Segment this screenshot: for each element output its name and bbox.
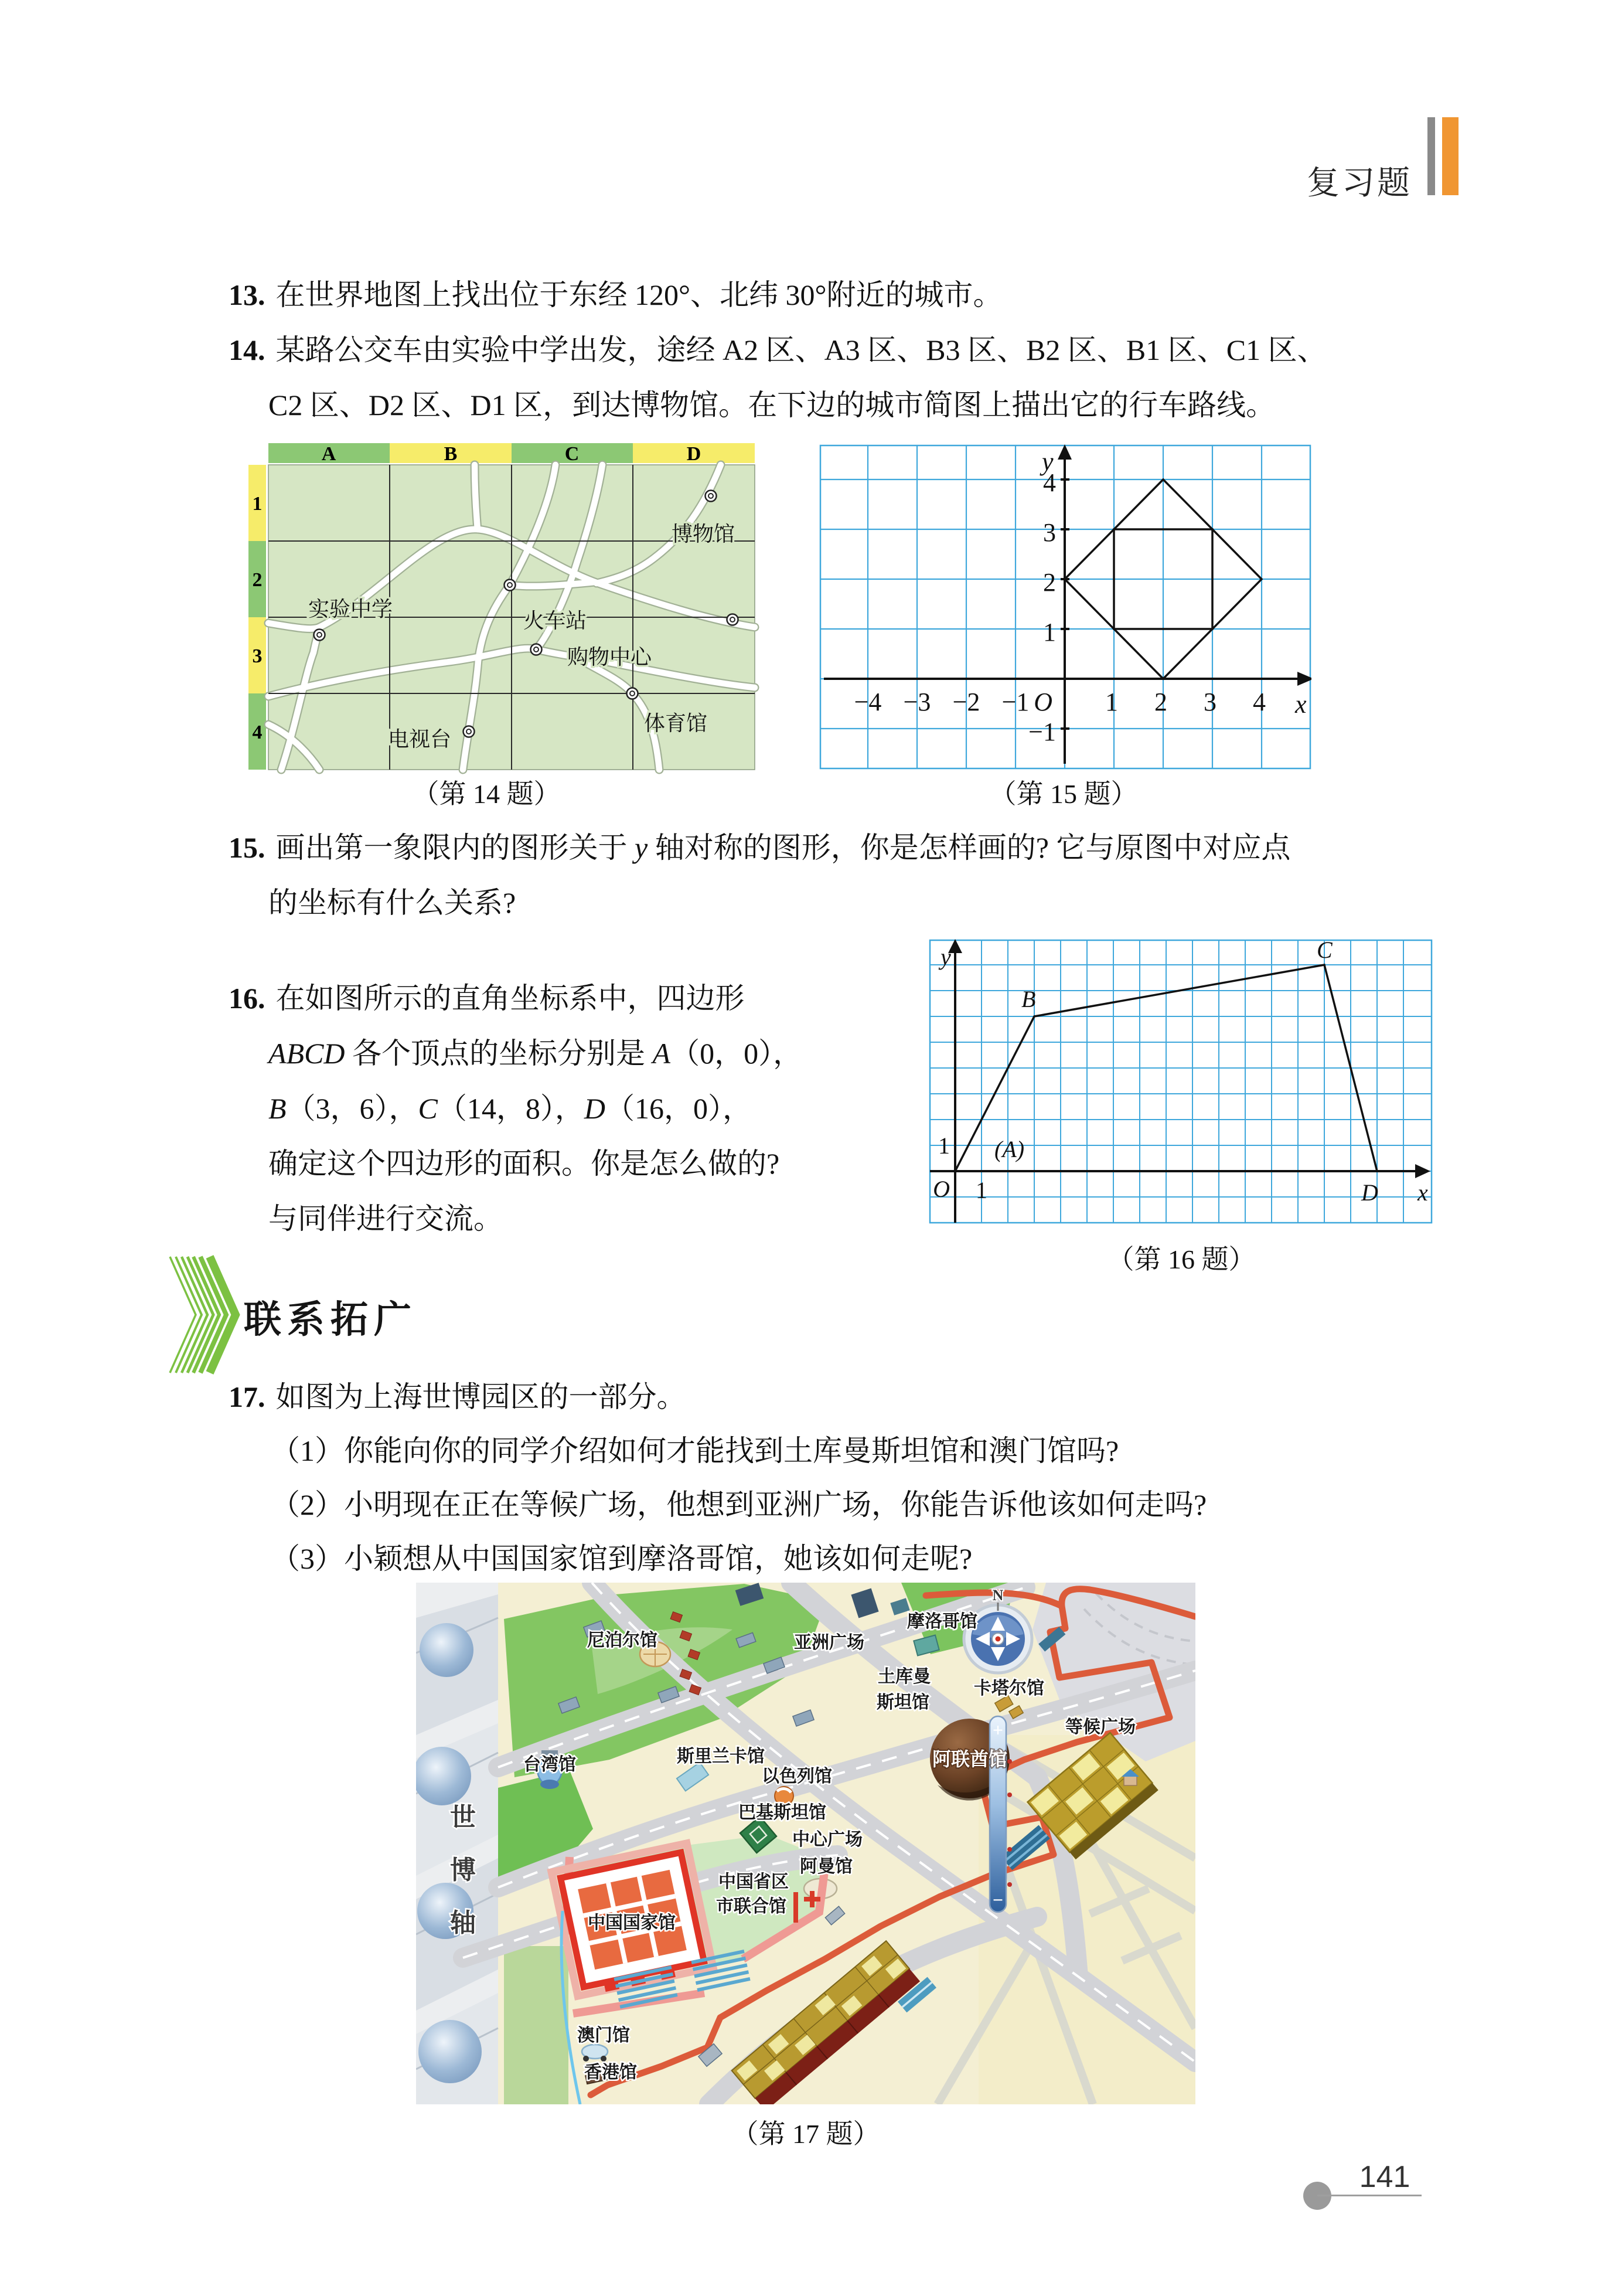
y-axis-label: y [1042, 447, 1054, 476]
expo-axis-char-2: 博 [450, 1856, 476, 1885]
problem-16-line3 [268, 1090, 752, 1127]
vertex-C-label: C [1317, 939, 1333, 963]
problem-15-number: 15. [229, 831, 265, 864]
row-label-4: 4 [252, 722, 263, 743]
uae-label: 阿联酋馆 [932, 1749, 1008, 1770]
problem-15-line1 [229, 829, 1290, 866]
problem-16-number: 16. [229, 982, 265, 1015]
china-provinces-label-1: 中国省区 [718, 1872, 789, 1892]
problem-14-line1 [229, 332, 1327, 369]
pakistan-label: 巴基斯坦馆 [738, 1803, 826, 1822]
school-marker [314, 630, 325, 641]
row-label-1: 1 [252, 493, 263, 515]
figure-17-expo-map [416, 1583, 1195, 2104]
problem-13-text: 在世界地图上找出位于东经 120°、北纬 30°附近的城市。 [275, 278, 1003, 311]
problem-15-text1c: 轴对称的图形，你是怎样画的? 它与原图中对应点 [648, 831, 1291, 864]
israel-label: 以色列馆 [762, 1767, 832, 1786]
problem-14-number: 14. [229, 334, 265, 366]
ytick-1: 1 [938, 1132, 950, 1159]
waiting-square-label: 等候广场 [1065, 1717, 1136, 1737]
figure-15-coordinate-grid [819, 444, 1311, 770]
problem-17-q3-text: （3）小颖想从中国国家馆到摩洛哥馆，她该如何走呢? [271, 1542, 973, 1575]
problem-16-text3d: （14，8）， [437, 1092, 584, 1125]
problem-16-line2 [268, 1035, 802, 1072]
problem-16-text1: 在如图所示的直角坐标系中，四边形 [275, 982, 745, 1015]
problem-17-q2-text: （2）小明现在正在等候广场，他想到亚洲广场，你能告诉他该如何走吗? [271, 1488, 1207, 1521]
nepal-label: 尼泊尔馆 [587, 1631, 657, 1650]
taiwan-label: 台湾馆 [523, 1755, 576, 1774]
ytick--1: −1 [1028, 717, 1056, 746]
tv-label: 电视台 [387, 727, 452, 751]
school-label: 实验中学 [308, 597, 393, 621]
problem-17-q1-text: （1）你能向你的同学介绍如何才能找到土库曼斯坦馆和澳门馆吗? [271, 1434, 1119, 1467]
problem-17-q1 [271, 1433, 1119, 1470]
turkmenistan-label-1: 土库曼 [878, 1667, 931, 1686]
problem-14-text1: 某路公交车由实验中学出发，途经 A2 区、A3 区、B3 区、B2 区、B1 区、C1 区、 [275, 334, 1327, 366]
figure-14-caption: （第 14 题） [412, 779, 561, 809]
tv-marker [464, 726, 475, 737]
ytick-2: 2 [1043, 568, 1056, 597]
extra-marker [727, 614, 738, 625]
col-label-D: D [686, 443, 701, 465]
footer-rule [1317, 2195, 1422, 2196]
museum-marker [706, 491, 717, 502]
museum-label: 博物馆 [671, 522, 735, 546]
oman-label: 阿曼馆 [800, 1857, 853, 1876]
problem-17-number: 17. [229, 1380, 265, 1413]
figure-15-caption: （第 15 题） [989, 779, 1138, 809]
problem-16-abcd: ABCD [268, 1037, 345, 1070]
gym-marker [627, 688, 638, 699]
problem-13 [229, 277, 1003, 314]
compass-north-label: N [992, 1587, 1004, 1604]
xtick-2: 2 [1154, 688, 1167, 716]
problem-16-text3b: （3，6）， [286, 1092, 418, 1125]
hongkong-label: 香港馆 [584, 2063, 637, 2082]
grid-border [930, 940, 1432, 1223]
row-label-2: 2 [252, 569, 263, 591]
xtick--3: −3 [903, 688, 931, 716]
problem-16-text3f: （16，0）， [605, 1092, 752, 1125]
qatar-label: 卡塔尔馆 [974, 1679, 1044, 1698]
mall-marker [531, 644, 542, 655]
xtick-1: 1 [976, 1177, 987, 1203]
problem-16-text5: 与同伴进行交流。 [268, 1202, 503, 1235]
figure-16-quadrilateral-grid [929, 939, 1434, 1232]
header-bar-orange [1442, 117, 1459, 195]
expo-axis-strip [416, 1583, 498, 2104]
axis-dome-4 [418, 2020, 482, 2083]
station-label: 火车站 [523, 609, 587, 632]
header-bar-gray [1427, 117, 1435, 195]
macau-building [582, 2045, 608, 2062]
section-title: 联系拓广 [244, 1298, 417, 1341]
xtick-3: 3 [1204, 688, 1216, 716]
figure-17-caption: （第 17 题） [731, 2119, 880, 2149]
zoom-out-icon: − [992, 1889, 1004, 1910]
central-square-label: 中心广场 [792, 1830, 863, 1849]
problem-16-text2d: （0，0）， [670, 1037, 803, 1070]
axis-dome-1 [420, 1623, 473, 1677]
x-axis-label: x [1417, 1179, 1428, 1206]
station-marker [505, 580, 516, 591]
zoom-in-icon: + [992, 1719, 1004, 1740]
y-axis-label: y [941, 944, 951, 970]
problem-14-line2 [268, 387, 1275, 424]
gym-label: 体育馆 [643, 712, 708, 735]
problem-13-number: 13. [229, 278, 265, 311]
problem-14-text2: C2 区、D2 区、D1 区，到达博物馆。在下边的城市简图上描出它的行车路线。 [268, 389, 1276, 421]
srilanka-label: 斯里兰卡馆 [677, 1747, 765, 1766]
figure-14-city-map [246, 438, 762, 802]
col-label-A: A [321, 443, 336, 465]
ytick-1: 1 [1043, 618, 1056, 647]
origin-label: O [933, 1176, 950, 1202]
problem-16-A: A [652, 1037, 671, 1070]
xtick-1: 1 [1105, 688, 1118, 716]
problem-16-text4: 确定这个四边形的面积。你是怎么做的? [268, 1147, 780, 1180]
col-label-C: C [564, 443, 580, 465]
expo-axis-char-3: 轴 [450, 1909, 476, 1937]
problem-16-B: B [268, 1092, 287, 1125]
expo-axis-label [450, 1803, 476, 1937]
problem-16-line4 [268, 1145, 779, 1182]
row-label-3: 3 [252, 645, 263, 667]
morocco-label: 摩洛哥馆 [907, 1612, 977, 1631]
xtick--4: −4 [854, 688, 882, 716]
problem-17-q3 [271, 1540, 972, 1577]
problem-17-q2 [271, 1487, 1207, 1523]
ytick-4: 4 [1043, 468, 1056, 497]
problem-17-intro-text: 如图为上海世博园区的一部分。 [275, 1380, 686, 1413]
origin-label: O [1034, 688, 1052, 716]
xtick--2: −2 [952, 688, 980, 716]
problem-16-text2b: 各个顶点的坐标分别是 [345, 1037, 653, 1070]
macau-label: 澳门馆 [577, 2026, 630, 2045]
green-bottom-left [504, 1946, 568, 2104]
problem-15-text1a: 画出第一象限内的图形关于 [275, 831, 635, 864]
vertex-D-label: D [1361, 1179, 1378, 1206]
china-pavilion-label: 中国国家馆 [588, 1913, 676, 1933]
problem-16-line5 [268, 1200, 503, 1237]
col-label-B: B [444, 443, 458, 465]
section-chevron-icon [166, 1252, 245, 1377]
problem-16-C: C [418, 1092, 438, 1125]
problem-17-intro [229, 1379, 686, 1416]
problem-16-D: D [584, 1092, 606, 1125]
expo-axis-char-1: 世 [450, 1803, 476, 1832]
page-number: 141 [1359, 2160, 1410, 2194]
problem-15-line2 [268, 885, 516, 921]
turkmenistan-label-2: 斯坦馆 [877, 1693, 929, 1712]
china-provinces-label-2: 市联合馆 [716, 1897, 786, 1916]
problem-15-var-y: y [635, 831, 648, 864]
figure-16-caption: （第 16 题） [1107, 1244, 1256, 1274]
mall-label: 购物中心 [567, 645, 652, 669]
problem-15-text2: 的坐标有什么关系? [268, 886, 516, 919]
problem-16-line1 [229, 980, 745, 1017]
asia-square-label: 亚洲广场 [794, 1633, 864, 1652]
x-axis-label: x [1295, 690, 1307, 719]
xtick--1: −1 [1001, 688, 1030, 716]
vertex-A-label: (A) [994, 1136, 1025, 1162]
vertex-B-label: B [1021, 986, 1036, 1012]
ytick-3: 3 [1043, 518, 1056, 547]
xtick-4: 4 [1253, 688, 1266, 716]
page-title: 复习题 [1307, 165, 1412, 202]
